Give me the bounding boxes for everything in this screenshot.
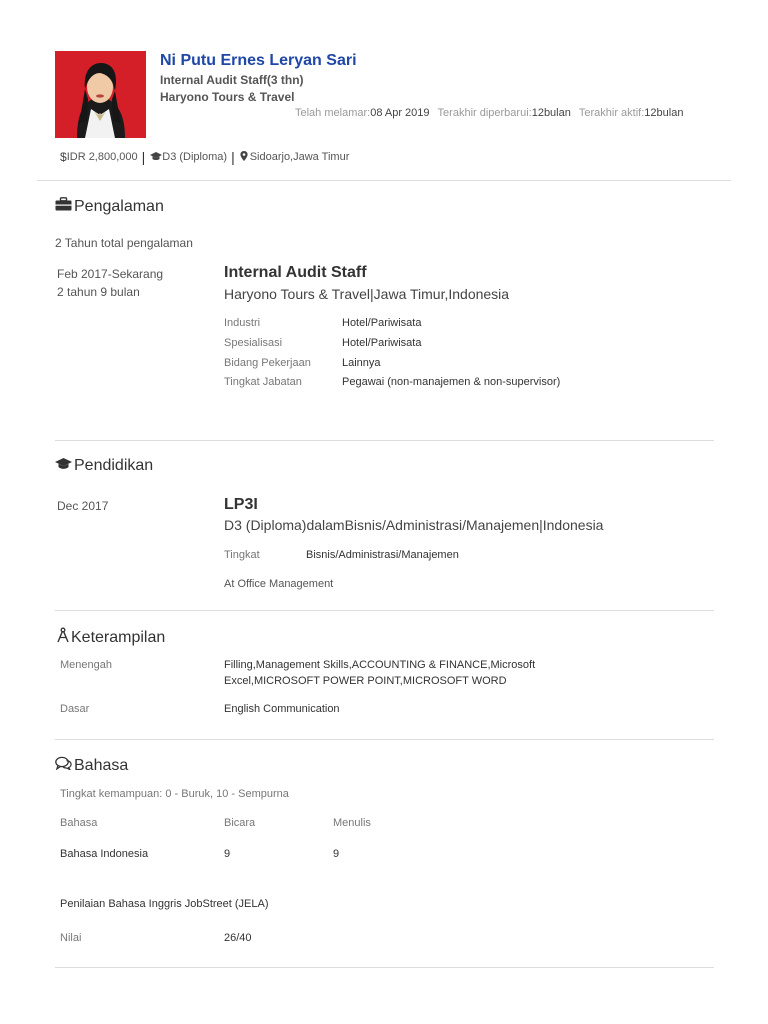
chat-bubbles-icon	[55, 756, 74, 775]
activity-meta	[295, 107, 683, 119]
speaking-score: 9	[224, 848, 231, 860]
candidate-name: Ni Putu Ernes Leryan Sari	[160, 52, 357, 69]
current-position: Internal Audit Staff(3 thn)	[160, 73, 304, 87]
writing-score: 9	[333, 848, 340, 860]
education-level-label: Tingkat	[224, 549, 260, 561]
skills-section-title	[57, 627, 165, 648]
experience-duration: 2 tahun 9 bulan	[57, 285, 140, 299]
language-column-header: Bahasa	[60, 817, 98, 829]
education-title-text: Pendidikan	[74, 457, 154, 474]
language-title-text: Bahasa	[74, 756, 129, 774]
total-experience: 2 Tahun total pengalaman	[55, 236, 193, 250]
detail-label: Spesialisasi	[224, 337, 283, 349]
school-name: LP3I	[224, 496, 258, 513]
graduation-cap-icon	[150, 151, 162, 164]
skill-list: Filling,Management Skills,ACCOUNTING & FINANCE,Microsoft	[224, 659, 536, 671]
active-value: 12bulan	[644, 107, 684, 119]
education-text: D3 (Diploma)	[162, 151, 228, 163]
job-company-location: Haryono Tours & Travel|Jawa Timur,Indonesia	[224, 286, 510, 302]
writing-column-header: Menulis	[333, 817, 371, 829]
proficiency-scale-note: Tingkat kemampuan: 0 - Buruk, 10 - Sempurna	[60, 788, 289, 800]
detail-label: Tingkat Jabatan	[224, 376, 302, 388]
salary-text: IDR 2,800,000	[66, 151, 138, 163]
speaking-column-header: Bicara	[224, 817, 256, 829]
divider	[55, 440, 714, 441]
dollar-icon: $	[60, 150, 67, 164]
profile-photo	[55, 51, 146, 138]
graduation-cap-icon	[55, 457, 74, 475]
jela-score-label: Nilai	[60, 932, 82, 944]
updated-label: Terakhir diperbarui:	[437, 107, 532, 119]
separator: |	[231, 149, 235, 165]
detail-value: Lainnya	[342, 357, 381, 369]
separator: |	[141, 149, 146, 165]
compass-icon	[57, 627, 71, 648]
jela-score-value: 26/40	[224, 932, 252, 944]
applied-value: 08 Apr 2019	[370, 107, 430, 119]
education-section-title	[55, 457, 153, 475]
skill-level: Menengah	[60, 659, 112, 671]
location-pin-icon	[240, 151, 248, 164]
detail-label: Bidang Pekerjaan	[224, 357, 311, 369]
divider	[55, 739, 714, 740]
language-section-title	[55, 756, 128, 775]
detail-value: Hotel/Pariwisata	[342, 317, 422, 329]
jela-title: Penilaian Bahasa Inggris JobStreet (JELA)	[60, 898, 269, 910]
experience-title-text: Pengalaman	[74, 197, 164, 215]
education-level-value: Bisnis/Administrasi/Manajemen	[306, 549, 459, 561]
divider	[55, 967, 714, 968]
current-company: Haryono Tours & Travel	[160, 90, 295, 104]
active-label: Terakhir aktif:	[578, 107, 645, 119]
skill-list: Excel,MICROSOFT POWER POINT,MICROSOFT WORD	[224, 675, 507, 687]
education-date: Dec 2017	[57, 499, 109, 513]
skill-list: English Communication	[224, 703, 340, 715]
education-major: At Office Management	[224, 578, 334, 590]
experience-date: Feb 2017-Sekarang	[57, 267, 164, 281]
divider	[37, 180, 731, 181]
job-title: Internal Audit Staff	[224, 264, 367, 281]
skill-level: Dasar	[60, 703, 90, 715]
experience-section-title	[55, 197, 164, 216]
divider	[55, 610, 714, 611]
briefcase-icon	[55, 197, 74, 216]
degree-line: D3 (Diploma)dalamBisnis/Administrasi/Manajemen|Indonesia	[224, 517, 604, 533]
skills-title-text: Keterampilan	[71, 628, 166, 646]
language-name: Bahasa Indonesia	[60, 848, 149, 860]
applied-label: Telah melamar:	[295, 107, 371, 119]
detail-label: Industri	[224, 317, 261, 329]
quick-facts	[60, 149, 349, 165]
detail-value: Pegawai (non-manajemen & non-supervisor)	[342, 376, 561, 388]
location-text: Sidoarjo,Jawa Timur	[249, 151, 350, 163]
detail-value: Hotel/Pariwisata	[342, 337, 422, 349]
updated-value: 12bulan	[531, 107, 571, 119]
